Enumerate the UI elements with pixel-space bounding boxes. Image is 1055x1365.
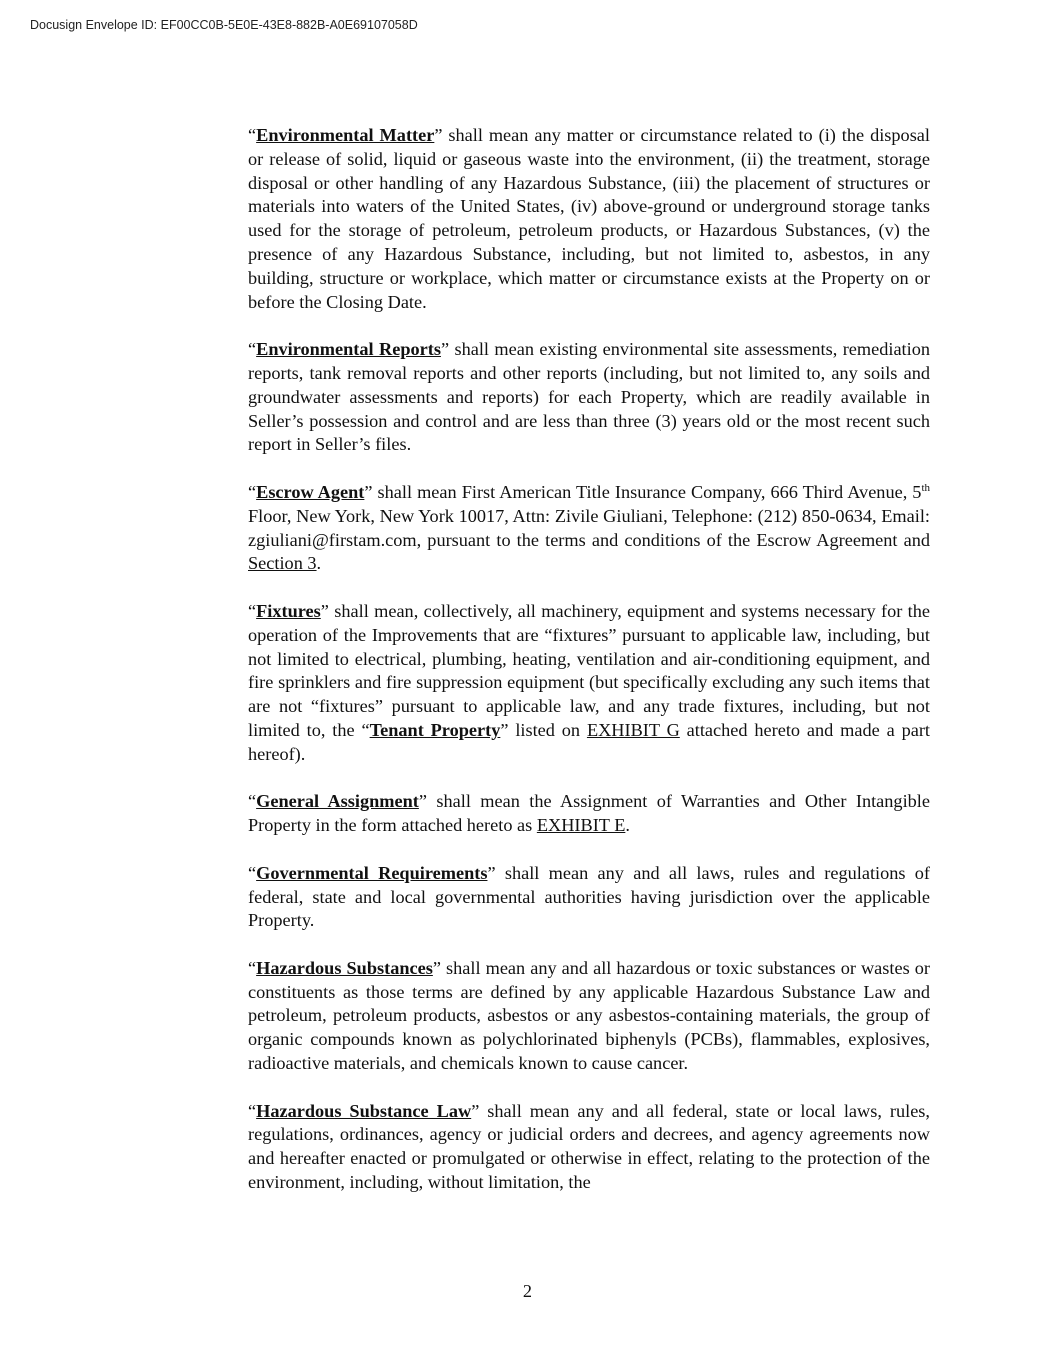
definition-hazardous-substance-law: “Hazardous Substance Law” shall mean any and all federal, state or local laws, rules, regulations, ordinances, agency or judicial orders and decrees, and agency agreements now and hereafter enacted or promulgated or otherwise in effect, relating to the protection of the environment, including, without limitation, the bbox=[248, 1100, 930, 1193]
defined-term: Escrow Agent bbox=[256, 481, 365, 502]
definitions-body bbox=[248, 124, 930, 1219]
defined-term: Environmental Reports bbox=[256, 339, 441, 360]
definition-environmental-reports: “Environmental Reports” shall mean existing environmental site assessments, remediation reports, tank removal reports and other reports (including, but not limited to, any soils and groundwater assessments and reports) for each Property, which are readily available in Seller’s possession and control and are less than three (3) years old or the most recent such report in Seller’s files. bbox=[248, 339, 931, 455]
exhibit-g-reference: EXHIBIT G bbox=[586, 719, 680, 740]
definition-text: Floor, New York, New York 10017, Attn: Zivile Giuliani, Telephone: (212) 850-0634, Email: zgiuliani@firstam.com, pursuant to the terms and conditions of the Escrow Agreement and bbox=[248, 505, 930, 550]
exhibit-e-reference: EXHIBIT E bbox=[536, 815, 626, 836]
definition-end: . bbox=[625, 815, 630, 836]
envelope-id-header: Docusign Envelope ID: EF00CC0B-5E0E-43E8-882B-A0E69107058D bbox=[30, 18, 418, 32]
definition-text: ” shall mean, collectively, all machinery, equipment and systems necessary for the operation of the Improvements that are “fixtures” pursuant to applicable law, including, but not limited to electrical, plumbing, heating, ventilation and air-conditioning equipment, and fire sprinklers and fire suppression equipment (but specifically excluding any such items that are not “fixtures” pursuant to applicable law, and any trade fixtures, including, but not limited to, the “ bbox=[248, 600, 930, 740]
page-number: 2 bbox=[522, 1281, 533, 1301]
defined-term-tenant-property: Tenant Property bbox=[369, 719, 501, 740]
definition-governmental-requirements: “Governmental Requirements” shall mean any and all laws, rules and regulations of federal, state and local governmental authorities having jurisdiction over the applicable Property. bbox=[248, 862, 931, 931]
definition-end: . bbox=[316, 553, 322, 574]
definition-text: ” shall mean any and all hazardous or toxic substances or wastes or constituents as those terms are defined by any applicable Hazardous Substance Law and petroleum, petroleum products, asbestos or any asbestos-containing materials, the group of organic compounds known as polychlorinated biphenyls (PCBs), flammables, explosives, radioactive materials, and chemicals known to cause cancer. bbox=[248, 957, 930, 1074]
definition-environmental-matter: “Environmental Matter” shall mean any matter or circumstance related to (i) the disposal or release of solid, liquid or gaseous waste into the environment, (ii) the treatment, storage disposal or other handling of any Hazardous Substance, (iii) the placement of structures or materials into waters of the United States, (iv) above-ground or underground storage tanks used for the storage of petroleum, petroleum products, or Hazardous Substances, (v) the presence of any Hazardous Substance, including, but not limited to, asbestos, in any building, structure or workplace, which matter or circumstance exists at the Property on or before the Closing Date. bbox=[248, 125, 930, 312]
definition-text: ” shall mean any and all federal, state or local laws, rules, regulations, ordinances, agency or judicial orders and decrees, and agency agreements now and hereafter enacted or promulgated or otherwise in effect, relating to the protection of the environment, including, without limitation, the bbox=[248, 1100, 930, 1193]
definition-text: ” shall mean First American Title Insurance Company, 666 Third Avenue, 5 bbox=[364, 481, 922, 502]
defined-term: Hazardous Substance Law bbox=[256, 1100, 472, 1121]
definition-text: ” shall mean existing environmental site assessments, remediation reports, tank removal reports and other reports (including, but not limited to, any soils and groundwater assessments and reports) for each Property, which are readily available in Seller’s possession and control and are less than three (3) years old or the most recent such report in Seller’s files. bbox=[248, 339, 931, 455]
definition-general-assignment: “General Assignment” shall mean the Assignment of Warranties and Other Intangible Property in the form attached hereto as EXHIBIT E. bbox=[248, 791, 930, 836]
definition-text: ” shall mean any matter or circumstance related to (i) the disposal or release of solid, liquid or gaseous waste into the environment, (ii) the treatment, storage disposal or other handling of any Hazardous Substance, (iii) the placement of structures or materials into waters of the United States, (iv) above-ground or underground storage tanks used for the storage of petroleum, petroleum products, or Hazardous Substances, (v) the presence of any Hazardous Substance, including, but not limited to, asbestos, in any building, structure or workplace, which matter or circumstance exists at the Property on or before the Closing Date. bbox=[248, 125, 930, 312]
defined-term: General Assignment bbox=[256, 791, 419, 812]
definition-text: attached hereto and made a part hereof). bbox=[248, 719, 930, 764]
ordinal-suffix: th bbox=[921, 481, 930, 494]
defined-term: Governmental Requirements bbox=[256, 862, 488, 883]
definition-escrow-agent: “Escrow Agent” shall mean First American Title Insurance Company, 666 Third Avenue, 5th Floor, New York, New York 10017, Attn: Zivile Giuliani, Telephone: (212) 850-0634, Email: zgiuliani@firstam.com, pursuant to the terms and conditions of the Escrow Agreement and Section 3. bbox=[248, 481, 930, 574]
definition-text: ” listed on bbox=[500, 719, 587, 740]
definition-text: ” shall mean any and all laws, rules and regulations of federal, state and local governmental authorities having jurisdiction over the applicable Property. bbox=[248, 862, 931, 931]
defined-term: Hazardous Substances bbox=[256, 957, 433, 978]
section-3-reference: Section 3 bbox=[248, 553, 317, 574]
defined-term: Fixtures bbox=[256, 600, 321, 621]
definition-hazardous-substances: “Hazardous Substances” shall mean any and all hazardous or toxic substances or wastes or constituents as those terms are defined by any applicable Hazardous Substance Law and petroleum, petroleum products, asbestos or any asbestos-containing materials, the group of organic compounds known as polychlorinated biphenyls (PCBs), flammables, explosives, radioactive materials, and chemicals known to cause cancer. bbox=[248, 957, 930, 1074]
definition-fixtures: “Fixtures” shall mean, collectively, all machinery, equipment and systems necessary for the operation of the Improvements that are “fixtures” pursuant to applicable law, including, but not limited to electrical, plumbing, heating, ventilation and air-conditioning equipment, and fire sprinklers and fire suppression equipment (but specifically excluding any such items that are not “fixtures” pursuant to applicable law, and any trade fixtures, including, but not limited to, the “Tenant Property” listed on EXHIBIT G attached hereto and made a part hereof). bbox=[248, 600, 930, 764]
definition-text: ” shall mean the Assignment of Warranties and Other Intangible Property in the form attached hereto as bbox=[248, 791, 930, 836]
defined-term: Environmental Matter bbox=[256, 125, 435, 145]
